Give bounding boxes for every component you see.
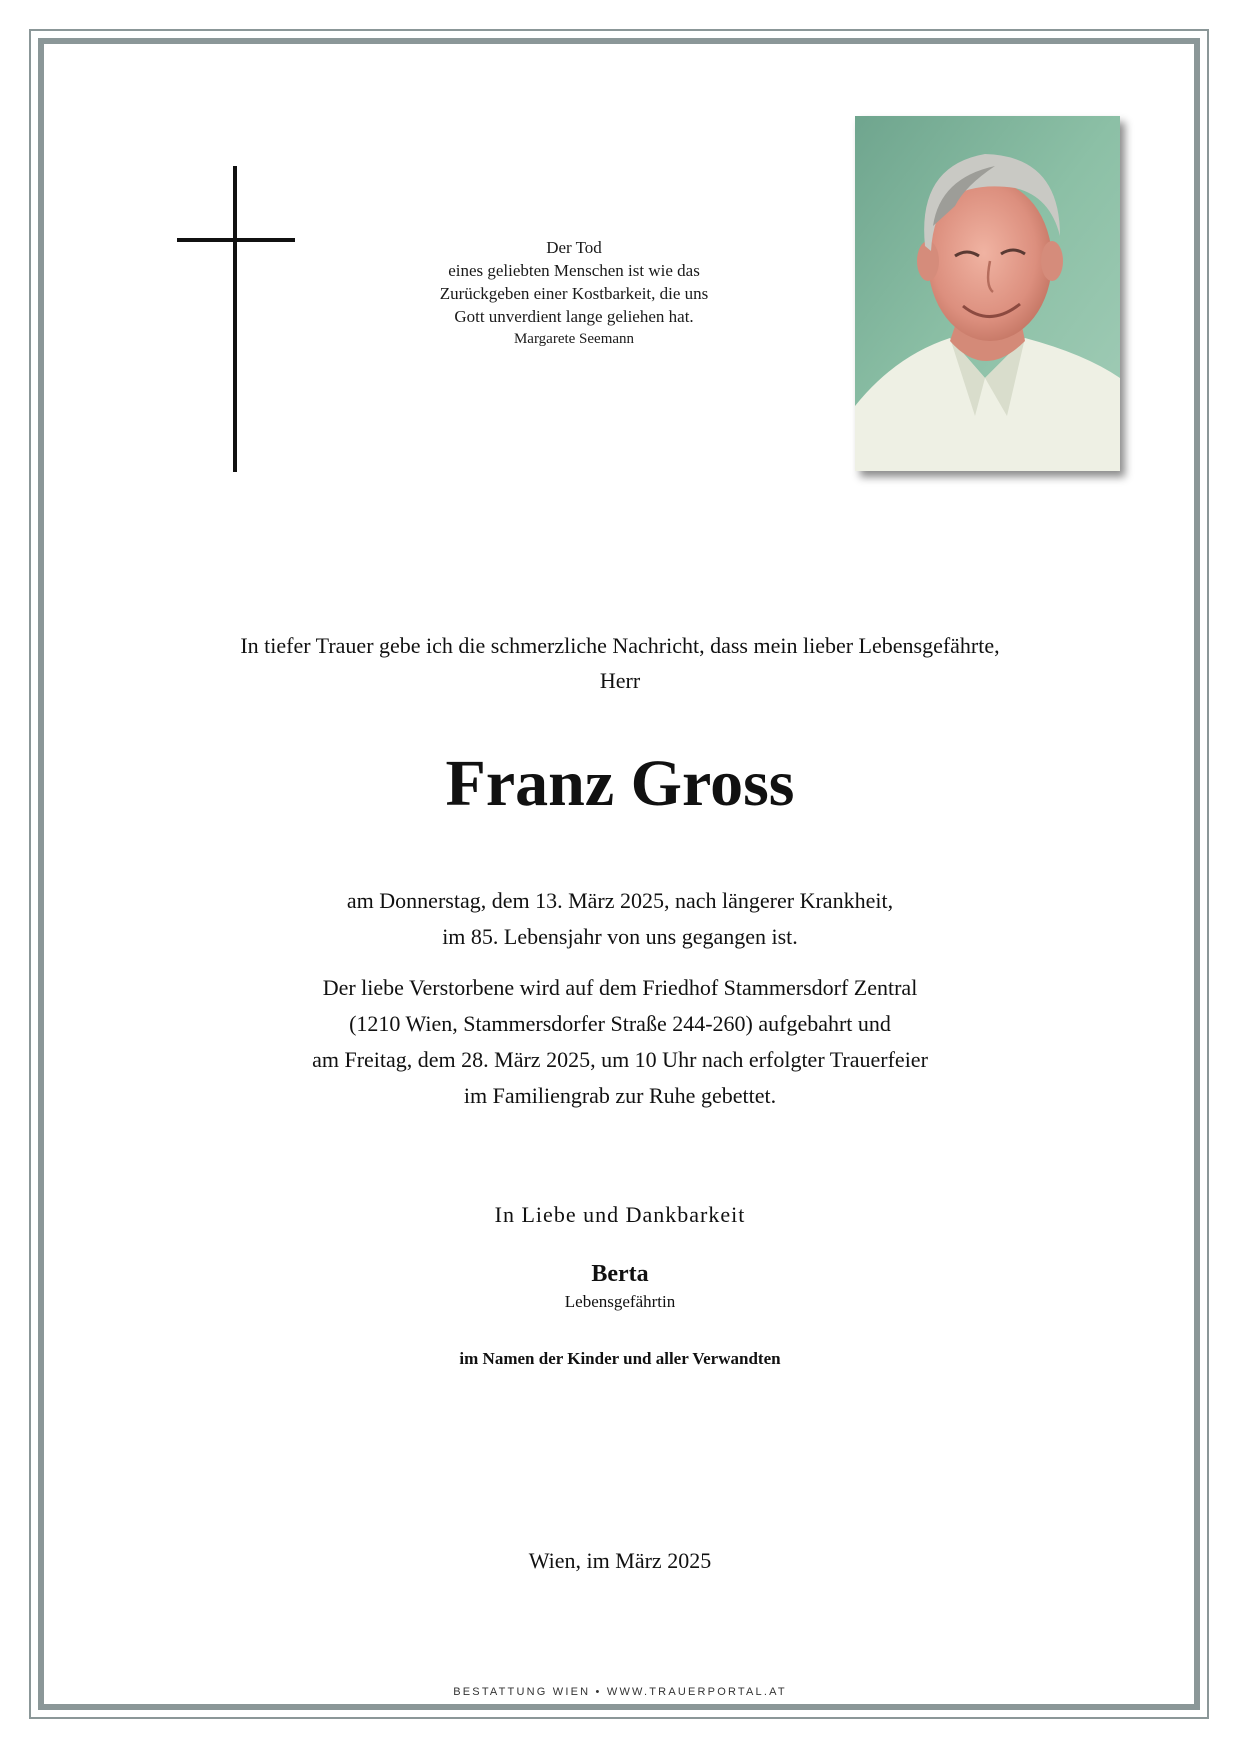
- closing-phrase: In Liebe und Dankbarkeit: [494, 1202, 746, 1227]
- details-line: am Donnerstag, dem 13. März 2025, nach längerer Krankheit,: [346, 888, 894, 913]
- death-details: [0, 883, 1240, 955]
- intro-line: Herr: [599, 668, 641, 693]
- portrait-photo: [855, 116, 1120, 471]
- quote-author: Margarete Seemann: [513, 331, 635, 347]
- intro-line: In tiefer Trauer gebe ich die schmerzliche Nachricht, dass mein lieber Lebensgefährte,: [240, 633, 1000, 658]
- details-line: im 85. Lebensjahr von uns gegangen ist.: [442, 924, 798, 949]
- family-note: im Namen der Kinder und aller Verwandten: [459, 1349, 781, 1368]
- cross-horizontal-bar: [177, 238, 295, 242]
- burial-line: am Freitag, dem 28. März 2025, um 10 Uhr nach erfolgter Trauerfeier: [312, 1047, 928, 1072]
- quote-line: Zurückgeben einer Kostbarkeit, die uns: [439, 284, 709, 303]
- place-and-date: Wien, im März 2025: [528, 1548, 712, 1573]
- quote-line: eines geliebten Menschen ist wie das: [448, 261, 700, 280]
- quote-line: Gott unverdient lange geliehen hat.: [454, 307, 694, 326]
- footer-credit: BESTATTUNG WIEN • WWW.TRAUERPORTAL.AT: [453, 1686, 787, 1698]
- memorial-quote: [370, 236, 778, 350]
- burial-line: (1210 Wien, Stammersdorfer Straße 244-260) aufgebahrt und: [349, 1011, 891, 1036]
- announcement-intro: [0, 628, 1240, 698]
- quote-line: Der Tod: [546, 238, 602, 257]
- portrait-photo-icon: [855, 116, 1120, 471]
- burial-line: Der liebe Verstorbene wird auf dem Friedhof Stammersdorf Zentral: [322, 975, 918, 1000]
- burial-information: [0, 970, 1240, 1114]
- deceased-name: Franz Gross: [445, 747, 795, 820]
- signer-role: Lebensgefährtin: [564, 1292, 676, 1311]
- burial-line: im Familiengrab zur Ruhe gebettet.: [463, 1083, 777, 1108]
- signer-name: Berta: [591, 1261, 649, 1287]
- cross-vertical-bar: [233, 166, 237, 472]
